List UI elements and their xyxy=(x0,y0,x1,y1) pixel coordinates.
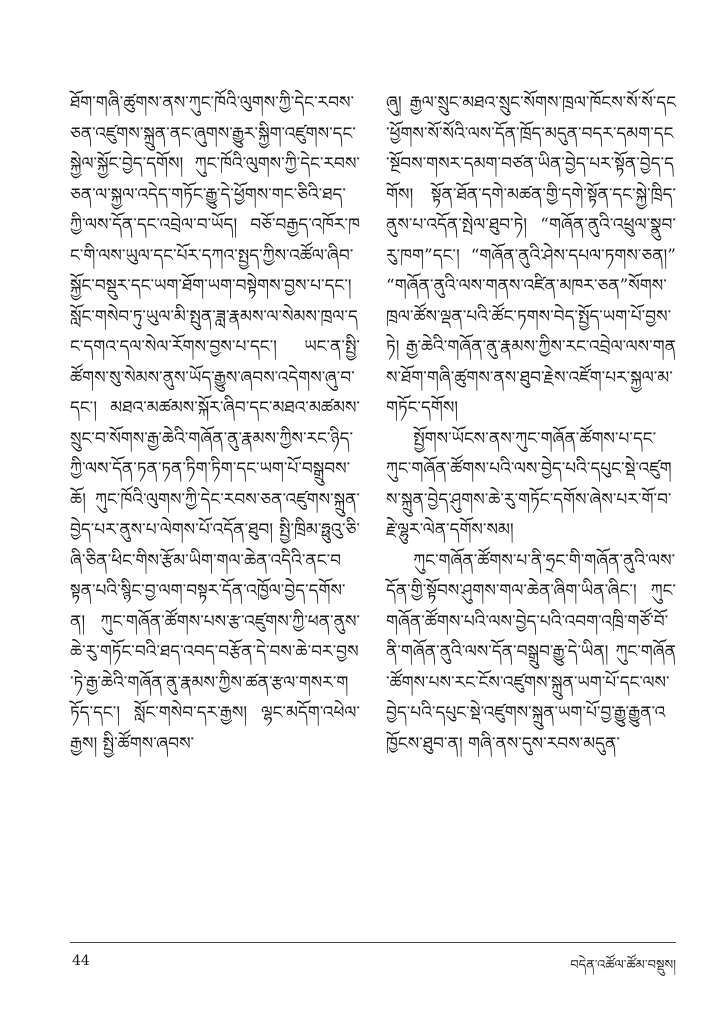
body-paragraph: སྤྱོགས་ཡོངས་ནས་ཀུང་གཞོན་ཚོགས་པ་དང་ཀུང་གཞོན་ཚོགས་པའི་ལས་བྱེད་པའི་དཔུང་སྡེ་འཛུགས་སྐྲུན་བྱེད་ཤུགས་ཆེ་རུ་གཏོང་དགོས་ཞེས་པར་གོ་བ་རྗེ་ལྷུར་ལེན་དགོས་སམ། xyxy=(386,428,672,540)
left-text-column xyxy=(70,88,360,759)
running-footer-title: བདེན་འཚོལ་ཚོམ་བསྡུས། xyxy=(570,958,676,973)
body-paragraph: ཐོག་གཞི་ཚུགས་ནས་ཀུང་ཁོའི་ལུགས་ཀྱི་དེང་རབས་ཅན་འཛུགས་སྐྲུན་ནང་ཞུགས་རྒྱུར་སྐྱིག་འཛུགས་དང་སྐྱེལ་སྐྱོང་བྱེད་དགོས། ཀུང་ཁོའི་ལུགས་ཀྱི་དེང་རབས་ཅན་ལ་སྐྱལ་འདེད་གཏོང་རྒྱུ་དེ་ཕྱོགས་གང་ཅིའི་ཐད་ཀྱི་ལས་དོན་དང་འབྲེལ་བ་ཡོད། བཅོ་བརྒྱད་འཁོར་ཁང་གི་ལས་ཡུལ་དང་པོར་དཀའ་སྤྱད་ཀྱིས་འཚོལ་ཞིབ་སྐྱོང་བསྡུར་དང་ཡག་ཐོག་ཡག་བསྟེགས་བྱས་པ་དང་། སློང་གསེབ་ཏུ་ཡུལ་མི་སྤུན་ཟླ་རྣམས་ལ་སེམས་ཁྲལ་དང་དགའ་དལ་སེལ་རོགས་བྱས་པ་དང་། ཡང་ན་སྤྱི་ཚོགས་སུ་སེམས་ནུས་ཡོད་རྒྱུས་ཞབས་འདེགས་ཞུ་བ་དང་། མཐའ་མཚམས་སྐོར་ཞིབ་དང་མཐའ་མཚམས་སྲུང་བ་སོགས་རྒྱ་ཆེའི་གཞོན་ནུ་རྣམས་ཀྱིས་རང་ཉིད་ཀྱི་ལས་དོན་ཏན་ཏན་ཏིག་ཏིག་དང་ཡག་པོ་བསྒྲུབས་ཆོ། ཀུང་ཁོའི་ལུགས་ཀྱི་དེང་རབས་ཅན་འཛུགས་སྐྲུན་བྱེད་པར་ནུས་པ་ལེགས་པོ་འདོན་ཐུབ། སྤྱི་ཁྲིམ་ཧྥུའུ་ཅི་ཞི་ཅིན་ཕིང་གིས་རྩོམ་ཡིག་གལ་ཆེན་འདིའི་ནང་བསྟན་པའི་སྙིང་བྱ་ལག་བསྟར་དོན་འཁྱོལ་བྱེད་དགོས་ན། ཀུང་གཞོན་ཚོགས་པས་རྩ་འཛུགས་ཀྱི་ཕན་ནུས་ཆེ་རུ་གཏོང་བའི་ཐད་འབད་བརྩོན་དེ་བས་ཆེ་བར་བྱས་ཏེ་རྒྱ་ཆེའི་གཞོན་ནུ་རྣམས་ཀྱིས་ཚན་རྩལ་གསར་གཏོད་དང་། སློང་གསེབ་དར་རྒྱས། ལྷང་མདོག་འཕེལ་རྒྱས། སྤྱི་ཚོགས་ཞབས་ xyxy=(70,93,360,754)
right-text-column xyxy=(386,88,676,759)
body-paragraph: ཞུ། རྒྱལ་སྲུང་མཐའ་སྲུང་སོགས་ཁྲལ་ཁོངས་སོ་སོ་དང་ཕྱོགས་སོ་སོའི་ལས་དོན་ཁྲོད་མདུན་བདར་དམག་དང་སྔོབས་གསར་དམག་བཙན་ཡིན་བྱེད་པར་སྟོན་བྱེད་དགོས། སྟོན་ཐོན་དགེ་མཚན་གྱི་དགེ་སྟོན་དང་སྐྱེ་ཁྲིད་ནུས་པ་འདོན་སྤེལ་ཐུབ་ཏེ། “གཞོན་ནུའི་འཕྲུལ་སྣུབ་རུ་ཁག”དང་། “གཞོན་ནུའི་ཤེས་དཔལ་ཏགས་ཅན།” “གཞོན་ནུའི་ལས་གནས་འཛིན་མཁར་ཅན”སོགས་ཁྲལ་ཚོས་ལྡན་པའི་ཚོང་ཏགས་བེད་སྤྱོད་ཡག་པོ་བྱས་ཏེ། རྒྱ་ཆེའི་གཞོན་ནུ་རྣམས་ཀྱིས་རང་འབྲེལ་ལས་གནས་ཐོག་གཞི་ཚུགས་ནས་ཐུབ་རྗེས་འཛོག་པར་སྐྱལ་མ་གཏོང་དགོས། xyxy=(386,93,676,418)
body-paragraph: ཀུང་གཞོན་ཚོགས་པ་ནི་ཧྲང་གི་གཞོན་ནུའི་ལས་དོན་གྱི་སྟོབས་ཤུགས་གལ་ཆེན་ཞིག་ཡིན་ཞིང་། ཀུང་གཞོན་ཚོགས་པའི་ལས་བྱེད་པའི་འབག་འཁྲི་གཙོ་བོ་ནི་གཞོན་ནུའི་ལས་དོན་བསྒྲུབ་རྒྱུ་དེ་ཡིན། ཀུང་གཞོན་ཚོགས་པས་རང་ངོས་འཛུགས་སྐྲུན་ཡག་པོ་དང་ལས་བྱེད་པའི་དཔུང་སྡེ་འཛུགས་སྐྲུན་ཡག་པོ་བྱ་རྒྱུ་རྒྱུན་འཁྱོངས་ཐུབ་ན། གཞི་ནས་དུས་རབས་མདུན་ xyxy=(386,550,676,754)
page-number: 44 xyxy=(72,953,90,969)
footer-divider xyxy=(70,942,676,943)
